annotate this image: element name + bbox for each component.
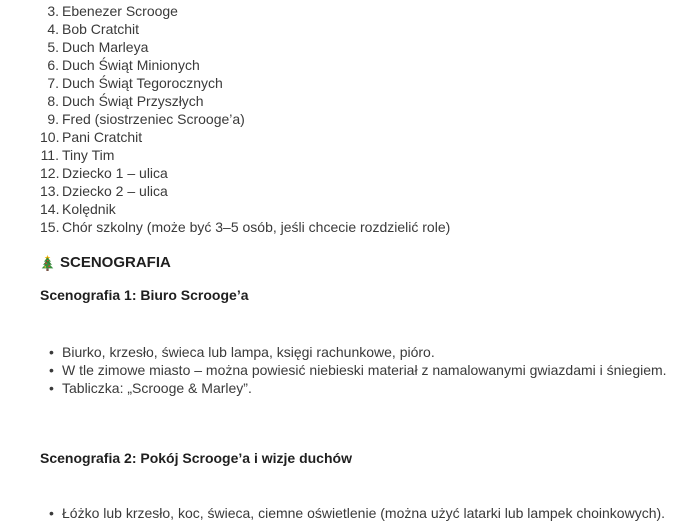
scenography-2-title: Scenografia 2: Pokój Scrooge’a i wizje duchów bbox=[40, 450, 352, 466]
scenography-heading-label: SCENOGRAFIA bbox=[60, 254, 171, 271]
cast-list-item: Dziecko 2 – ulica bbox=[62, 183, 168, 199]
christmas-tree-icon bbox=[40, 255, 55, 271]
cast-list-item: Duch Świąt Przyszłych bbox=[62, 93, 204, 109]
cast-list-item: Tiny Tim bbox=[62, 147, 115, 163]
cast-list-item: Pani Cratchit bbox=[62, 129, 143, 145]
cast-list-item: Fred (siostrzeniec Scrooge’a) bbox=[62, 111, 245, 127]
scenography-heading bbox=[40, 255, 692, 271]
scenography-1-bullet-list bbox=[40, 343, 692, 397]
cast-list-item: Ebenezer Scrooge bbox=[62, 3, 178, 19]
cast-list-item: Bob Cratchit bbox=[62, 21, 140, 37]
cast-list-item: Dziecko 1 – ulica bbox=[62, 165, 168, 181]
bullet-item: • Tabliczka: „Scrooge & Marley”. bbox=[40, 379, 692, 397]
cast-numbered-list bbox=[40, 2, 692, 236]
cast-list-item: Duch Świąt Tegorocznych bbox=[62, 75, 223, 91]
cast-list-item: Duch Marleya bbox=[62, 39, 149, 55]
scenography-1-title: Scenografia 1: Biuro Scrooge’a bbox=[40, 287, 249, 303]
bullet-item: • Biurko, krzesło, świeca lub lampa, księgi rachunkowe, pióro. bbox=[40, 343, 692, 361]
bullet-item: • Łóżko lub krzesło, koc, świeca, ciemne oświetlenie (można użyć latarki lub lampek choinkowych). bbox=[40, 504, 692, 522]
bullet-item: • W tle zimowe miasto – można powiesić niebieski materiał z namalowanymi gwiazdami i śniegiem. bbox=[40, 361, 692, 379]
document-page bbox=[40, 2, 692, 522]
cast-list-item: Kolędnik bbox=[62, 201, 116, 217]
scenography-2-bullet-list bbox=[40, 504, 692, 522]
cast-list-item: Duch Świąt Minionych bbox=[62, 57, 200, 73]
cast-list-item: Chór szkolny (może być 3–5 osób, jeśli chcecie rozdzielić role) bbox=[62, 219, 451, 235]
